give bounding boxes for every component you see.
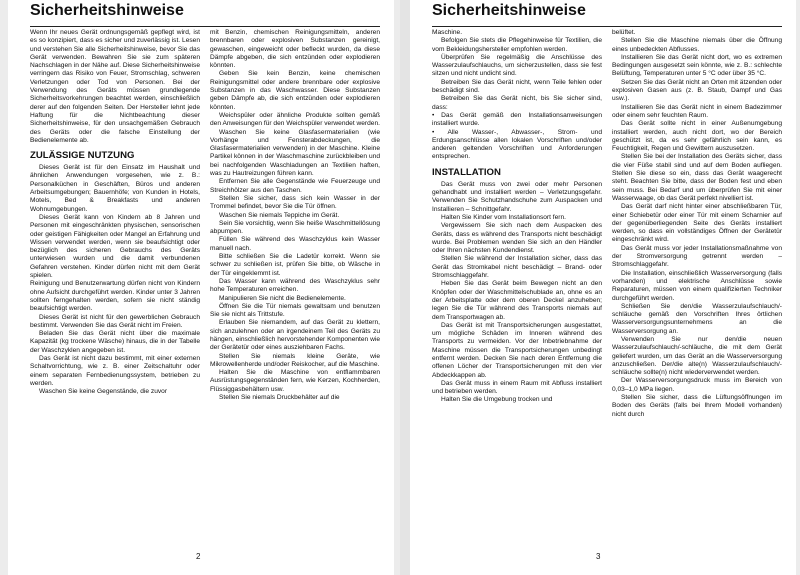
paragraph: Stellen Sie bei der Installation des Geräts sicher, dass die vier Füße stabil sind und auf dem Boden aufliegen. Stellen Sie diese so ein, dass das Gerät waagerecht steht. Beachten Sie bitte, dass der Boden fest und eben sein muss. Bei Bedarf und um überprüfen Sie mit einer Wasserwaage, ob das Gerät perfekt nivelliert ist. xyxy=(612,153,782,202)
page-number: 2 xyxy=(196,552,201,561)
paragraph: Waschen Sie niemals Teppiche im Gerät. xyxy=(219,211,340,219)
paragraph: Betreiben Sie das Gerät nicht, bis Sie sicher sind, dass: xyxy=(432,95,602,111)
page-right xyxy=(410,0,796,575)
paragraph: Beladen Sie das Gerät nicht über die maximale Kapazität (kg trockene Wäsche) hinaus, die in der Tabelle der Waschzyklen angegeben ist. xyxy=(30,330,200,354)
paragraph: Das Gerät muss von zwei oder mehr Personen gehandhabt und installiert werden – Verletzungsgefahr. Verwenden Sie Schutzhandschuhe zum Auspacken und Installieren – Schnittgefahr. xyxy=(432,180,602,213)
paragraph: Maschine. xyxy=(432,29,463,36)
paragraph: Schließen Sie den/die Wasserzulaufschlauch/-schläuche gemäß den Vorschriften Ihres örtlichen Wasserversorgungsunternehmens an die Wasserversorgung an. xyxy=(612,302,782,335)
paragraph: Manipulieren Sie nicht die Bedienelemente. xyxy=(219,294,346,302)
paragraph: Die Installation, einschließlich Wasserversorgung (falls vorhanden) und elektrische Anschlüsse sowie Reparaturen, müssen von einem qualifizierten Techniker durchgeführt werden. xyxy=(612,269,782,302)
text-column-1 xyxy=(30,29,200,539)
paragraph: Das Wasser kann während des Waschzyklus sehr hohe Temperaturen erreichen. xyxy=(210,277,380,294)
paragraph: Erlauben Sie niemandem, auf das Gerät zu klettern, sich anzulehnen oder an irgendeinem Teil des Geräts zu hängen, einschließlich hervorstehender Komponenten wie der Gerätetür oder eines ausziehbaren Fachs. xyxy=(210,319,380,352)
page-title: Sicherheitshinweise xyxy=(30,2,184,19)
text-column-2 xyxy=(210,29,380,539)
paragraph: Installieren Sie das Gerät nicht in einem Badezimmer oder einem sehr feuchten Raum. xyxy=(612,103,782,119)
paragraph: Heben Sie das Gerät beim Bewegen nicht an den Knöpfen oder der Waschmittelschublade an, ohne es an der Arbeitsplatte oder dem oberen Deckel anzuheben; legen Sie die Tür während des Transports niemals auf dem Transportwagen ab. xyxy=(432,280,602,321)
paragraph: Verwenden Sie nur den/die neuen Wasserzulaufschlauch/-schläuche, die mit dem Gerät geliefert wurden, um das Gerät an die Wasserversorgung anzuschließen. Der/die alte(n) Wasserzulaufschlauch/-schläuche sollte(n) nicht wiederverwendet werden. xyxy=(612,335,782,377)
paragraph: • Das Gerät gemäß den Installationsanweisungen installiert wurde. xyxy=(432,111,602,128)
paragraph: belüftet. xyxy=(612,29,636,36)
paragraph: Öffnen Sie die Tür niemals gewaltsam und benutzen Sie sie nicht als Trittstufe. xyxy=(210,302,380,319)
paragraph: Dieses Gerät kann von Kindern ab 8 Jahren und Personen mit eingeschränkten physischen, sensorischen oder geistigen Fähigkeiten oder Mangel an Erfahrung und Wissen verwendet werden, wenn sie beaufsichtigt oder bezüglich des sicheren Gebrauchs des Geräts unterwiesen wurden und die damit verbundenen Gefahren verstehen. Kinder dürfen nicht mit dem Gerät spielen. xyxy=(30,213,200,280)
paragraph: • Alle Wasser-, Abwasser-, Strom- und Erdungsanschlüsse allen lokalen Vorschriften und/oder anderen geltenden Vorschriften und Anforderungen entsprechen. xyxy=(432,128,602,161)
section-heading: ZULÄSSIGE NUTZUNG xyxy=(30,150,135,162)
page-gutter xyxy=(400,0,410,575)
text-column-1 xyxy=(432,29,602,539)
paragraph: Betreiben Sie das Gerät nicht, wenn Teile fehlen oder beschädigt sind. xyxy=(432,78,602,95)
paragraph: Das Gerät muss in einem Raum mit Abfluss installiert und betrieben werden. xyxy=(432,379,602,396)
paragraph: mit Benzin, chemischen Reinigungsmitteln, anderen brennbaren oder explosiven Substanzen gereinigt, gewaschen, eingeweicht oder befleckt wurden, da diese Dämpfe abgeben, die sich entzünden oder explodieren könnten. xyxy=(210,29,380,70)
paragraph: Weichspüler oder ähnliche Produkte sollten gemäß den Anweisungen für den Weichspüler verwendet werden. xyxy=(210,111,380,128)
text-column-2 xyxy=(612,29,782,539)
paragraph: Waschen Sie keine Gegenstände, die zuvor xyxy=(39,388,168,396)
paragraph: Halten Sie die Umgebung trocken und xyxy=(441,396,553,404)
paragraph: Stellen Sie sicher, dass die Lüftungsöffnungen im Boden des Geräts (falls bei Ihrem Modell vorhanden) nicht durch xyxy=(612,394,782,418)
paragraph: Das Gerät muss vor jeder Installationsmaßnahme von der Stromversorgung getrennt werden – Stromschlaggefahr. xyxy=(612,244,782,269)
paragraph: Füllen Sie während des Waschzyklus kein Wasser manuell nach. xyxy=(210,236,380,252)
paragraph: Stellen Sie niemals kleine Geräte, wie Mikrowellenherde und/oder Reiskocher, auf die Maschine. xyxy=(210,352,380,368)
paragraph: Stellen Sie die Maschine niemals über die Öffnung eines unbedeckten Abflusses. xyxy=(612,37,782,53)
paragraph: Der Wasserversorgungsdruck muss im Bereich von 0,03–1,0 MPa liegen. xyxy=(612,377,782,393)
paragraph: Stellen Sie niemals Druckbehälter auf die xyxy=(219,394,340,402)
paragraph: Stellen Sie während der Installation sicher, dass das Gerät das Stromkabel nicht beschädigt – Brand- oder Stromschlaggefahr. xyxy=(432,255,602,280)
paragraph: Vergewissern Sie sich nach dem Auspacken des Geräts, dass es während des Transports nicht beschädigt wurde. Bei Problemen wenden Sie sich an den Händler oder Ihren nächsten Kundendienst. xyxy=(432,222,602,255)
paragraph: Stellen Sie sicher, dass sich kein Wasser in der Trommel befindet, bevor Sie die Tür öffnen. xyxy=(210,194,380,211)
page-left xyxy=(8,0,394,575)
paragraph: Das Gerät ist nicht dazu bestimmt, mit einer externen Schaltvorrichtung, wie z. B. einer Zeitschaltuhr oder einem separaten Fernbedienungssystem, betrieben zu werden. xyxy=(30,354,200,387)
paragraph: Überprüfen Sie regelmäßig die Anschlüsse des Wasserzulaufschlauchs, um sicherzustellen, dass sie fest sitzen und nicht undicht sind. xyxy=(432,53,602,78)
paragraph: Dieses Gerät ist nicht für den gewerblichen Gebrauch bestimmt. Verwenden Sie das Gerät nicht im Freien. xyxy=(30,313,200,329)
paragraph: Reinigung und Benutzerwartung dürfen nicht von Kindern ohne Aufsicht durchgeführt werden. Kinder unter 3 Jahren sollten ferngehalten werden, sofern sie nicht ständig beaufsichtigt werden. xyxy=(30,280,200,313)
paragraph: Halten Sie Kinder vom Installationsort fern. xyxy=(441,213,566,221)
paragraph: Waschen Sie keine Glasfasermaterialien (wie Vorhänge und Fensterabdeckungen, die Glasfasermaterialien verwenden) in der Maschine. Kleine Partikel können in der Waschmaschine zurückbleiben und bei nachfolgenden Waschladungen an Textilien haften, was zu Hautreizungen führen kann. xyxy=(210,128,380,178)
paragraph: Das Gerät sollte nicht in einer Außenumgebung installiert werden, auch nicht dort, wo der Bereich geschützt ist, da es sehr gefährlich sein kann, es Feuchtigkeit, Regen und Gewittern auszusetzen. xyxy=(612,120,782,153)
paragraph: Setzen Sie das Gerät nicht an Orten mit ätzenden oder explosiven Gasen aus (z. B. Staub, Dampf und Gas usw.). xyxy=(612,78,782,103)
paragraph: Wenn Ihr neues Gerät ordnungsgemäß gepflegt wird, ist es so konzipiert, dass es sicher und zuverlässig ist. Lesen und verstehen Sie alle Sicherheitshinweise, bevor Sie das Gerät verwenden. Bewahren Sie sie zum späteren Nachschlagen in der Nähe auf. Diese Sicherheitshinweise verringern das Risiko von Feuer, Stromschlag, schweren Verletzungen oder Tod von Personen. Bei der Verwendung des Geräts müssen grundlegende Sicherheitsvorkehrungen beachtet werden, einschließlich derer auf den folgenden Seiten. Der Hersteller lehnt jede Haftung für die Nichtbeachtung dieser Sicherheitshinweise, für den unsachgemäßen Gebrauch des Geräts oder die falsche Einstellung der Bedienelemente ab. xyxy=(30,29,200,144)
paragraph: Befolgen Sie stets die Pflegehinweise für Textilien, die vom Bekleidungshersteller empfohlen werden. xyxy=(432,37,602,53)
paragraph: Halten Sie die Maschine von entflammbaren Ausrüstungsgegenständen fern, wie Kerzen, Kochherden, Flüssiggasbehältern usw. xyxy=(210,369,380,393)
paragraph: Geben Sie kein Benzin, keine chemischen Reinigungsmittel oder andere brennbare oder explosive Substanzen in das Waschwasser. Diese Substanzen geben Dämpfe ab, die sich entzünden oder explodieren könnten. xyxy=(210,70,380,111)
paragraph: Dieses Gerät ist für den Einsatz im Haushalt und ähnlichen Anwendungen vorgesehen, wie z. B.: Personalküchen in Geschäften, Büros und anderen Arbeitsumgebungen; Bauernhöfe; von Kunden in Hotels, Motels, Bed & Breakfasts und anderen Wohnumgebungen. xyxy=(30,164,200,213)
paragraph: Installieren Sie das Gerät nicht dort, wo es extremen Bedingungen ausgesetzt sein könnte, wie z. B.: schlechte Belüftung, Temperaturen unter 5 °C oder über 35 °C. xyxy=(612,53,782,78)
title-rule xyxy=(432,26,782,27)
title-rule xyxy=(30,26,380,27)
paragraph: Das Gerät darf nicht hinter einer abschließbaren Tür, einer Schiebetür oder einer Tür mit einem Scharnier auf der gegenüberliegenden Seite des Geräts installiert werden, so dass ein vollständiges Öffnen der Gerätetür eingeschränkt wird. xyxy=(612,203,782,244)
page-number: 3 xyxy=(596,552,601,561)
paragraph: Das Gerät ist mit Transportsicherungen ausgestattet, um mögliche Schäden im Inneren während des Transports zu vermeiden. Vor der Inbetriebnahme der Maschine müssen die Transportsicherungen unbedingt entfernt werden. Decken Sie nach deren Entfernung die offenen Löcher der Transportsicherungen mit den vier Abdeckkappen ab. xyxy=(432,321,602,379)
paragraph: Bitte schließen Sie die Ladetür korrekt. Wenn sie schwer zu schließen ist, prüfen Sie bitte, ob Wäsche in der Tür eingeklemmt ist. xyxy=(210,253,380,277)
section-heading: INSTALLATION xyxy=(432,166,501,178)
page-title: Sicherheitshinweise xyxy=(432,2,586,19)
paragraph: Sein Sie vorsichtig, wenn Sie heiße Waschmittellösung abpumpen. xyxy=(210,219,380,236)
paragraph: Entfernen Sie alle Gegenstände wie Feuerzeuge und Streichhölzer aus den Taschen. xyxy=(210,178,380,194)
